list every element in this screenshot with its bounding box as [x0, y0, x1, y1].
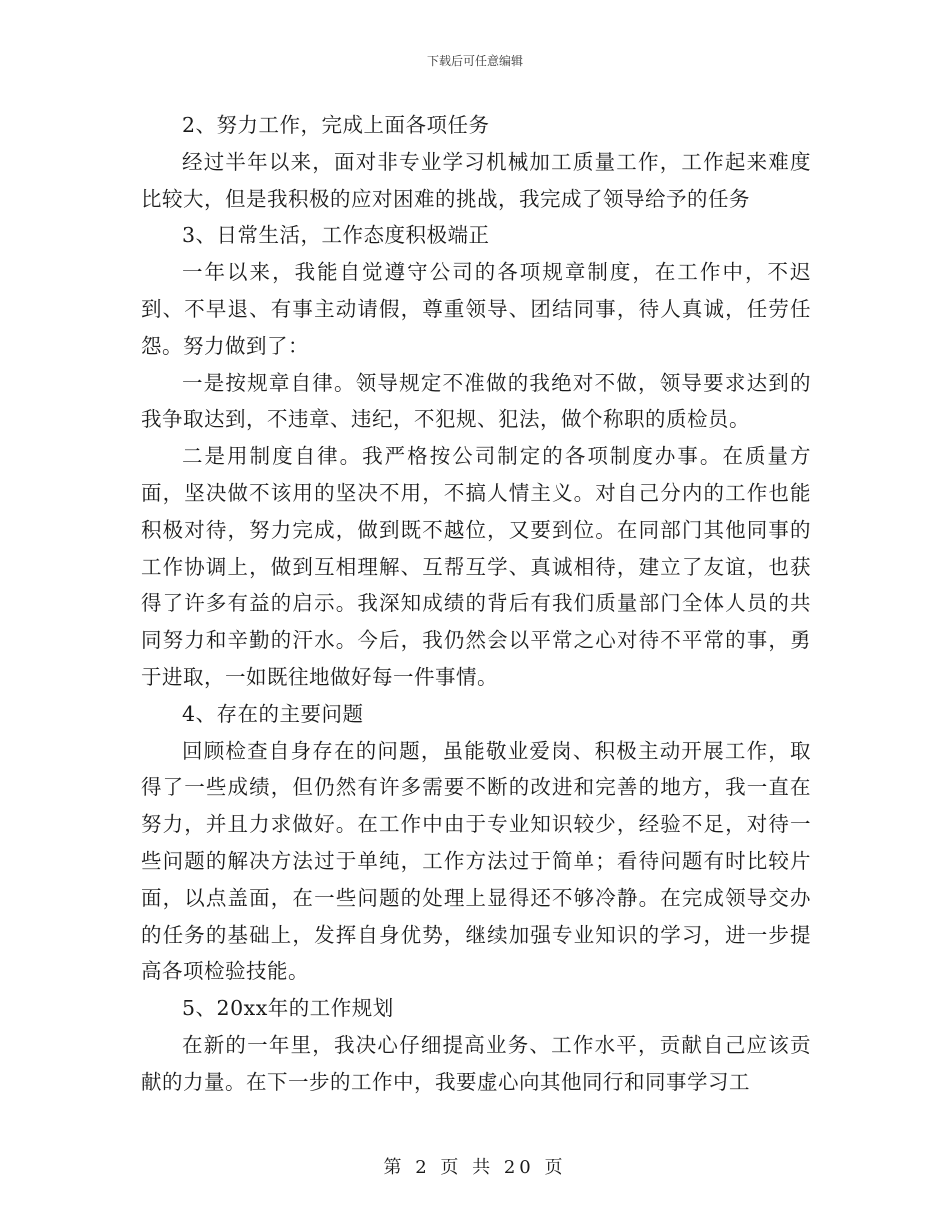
section-heading-plan: 5、20xx年的工作规划 — [182, 996, 394, 1021]
section-heading-daily-life: 3、日常生活，工作态度积极端正 — [182, 223, 490, 248]
paragraph: 经过半年以来，面对非专业学习机械加工质量工作，工作起来难度比较大，但是我积极的应对困难的挑战，我完成了领导给予的任务 — [141, 149, 811, 211]
paragraph: 一是按规章自律。领导规定不准做的我绝对不做，领导要求达到的我争取达到，不违章、违纪，不犯规、犯法，做个称职的质检员。 — [141, 370, 811, 432]
document-body — [141, 107, 811, 1101]
page-footer: 第 2 页 共 20 页 — [383, 1157, 567, 1178]
paragraph: 在新的一年里，我决心仔细提高业务、工作水平，贡献自己应该贡献的力量。在下一步的工作中，我要虚心向其他同行和同事学习工 — [141, 1032, 811, 1094]
section-heading-work: 2、努力工作，完成上面各项任务 — [182, 113, 490, 137]
paragraph: 二是用制度自律。我严格按公司制定的各项制度办事。在质量方面，坚决做不该用的坚决不用，不搞人情主义。对自己分内的工作也能积极对待，努力完成，做到既不越位，又要到位。在同部门其他同事的工作协调上，做到互相理解、互帮互学、真诚相待，建立了友谊，也获得了许多有益的启示。我深知成绩的背后有我们质量部门全体人员的共同努力和辛勤的汗水。今后，我仍然会以平常之心对待不平常的事，勇于进取，一如既往地做好每一件事情。 — [141, 444, 811, 689]
page-header: 下载后可任意编辑 — [426, 54, 523, 68]
section-heading-problems: 4、存在的主要问题 — [182, 701, 364, 726]
paragraph: 一年以来，我能自觉遵守公司的各项规章制度，在工作中，不迟到、不早退、有事主动请假，尊重领导、团结同事，待人真诚，任劳任怨。努力做到了： — [141, 260, 811, 358]
paragraph: 回顾检查自身存在的问题，虽能敬业爱岗、积极主动开展工作，取得了一些成绩，但仍然有许多需要不断的改进和完善的地方，我一直在努力，并且力求做好。在工作中由于专业知识较少，经验不足，对待一些问题的解决方法过于单纯，工作方法过于简单；看待问题有时比较片面，以点盖面，在一些问题的处理上显得还不够冷静。在完成领导交办的任务的基础上，发挥自身优势，继续加强专业知识的学习，进一步提高各项检验技能。 — [141, 738, 811, 984]
